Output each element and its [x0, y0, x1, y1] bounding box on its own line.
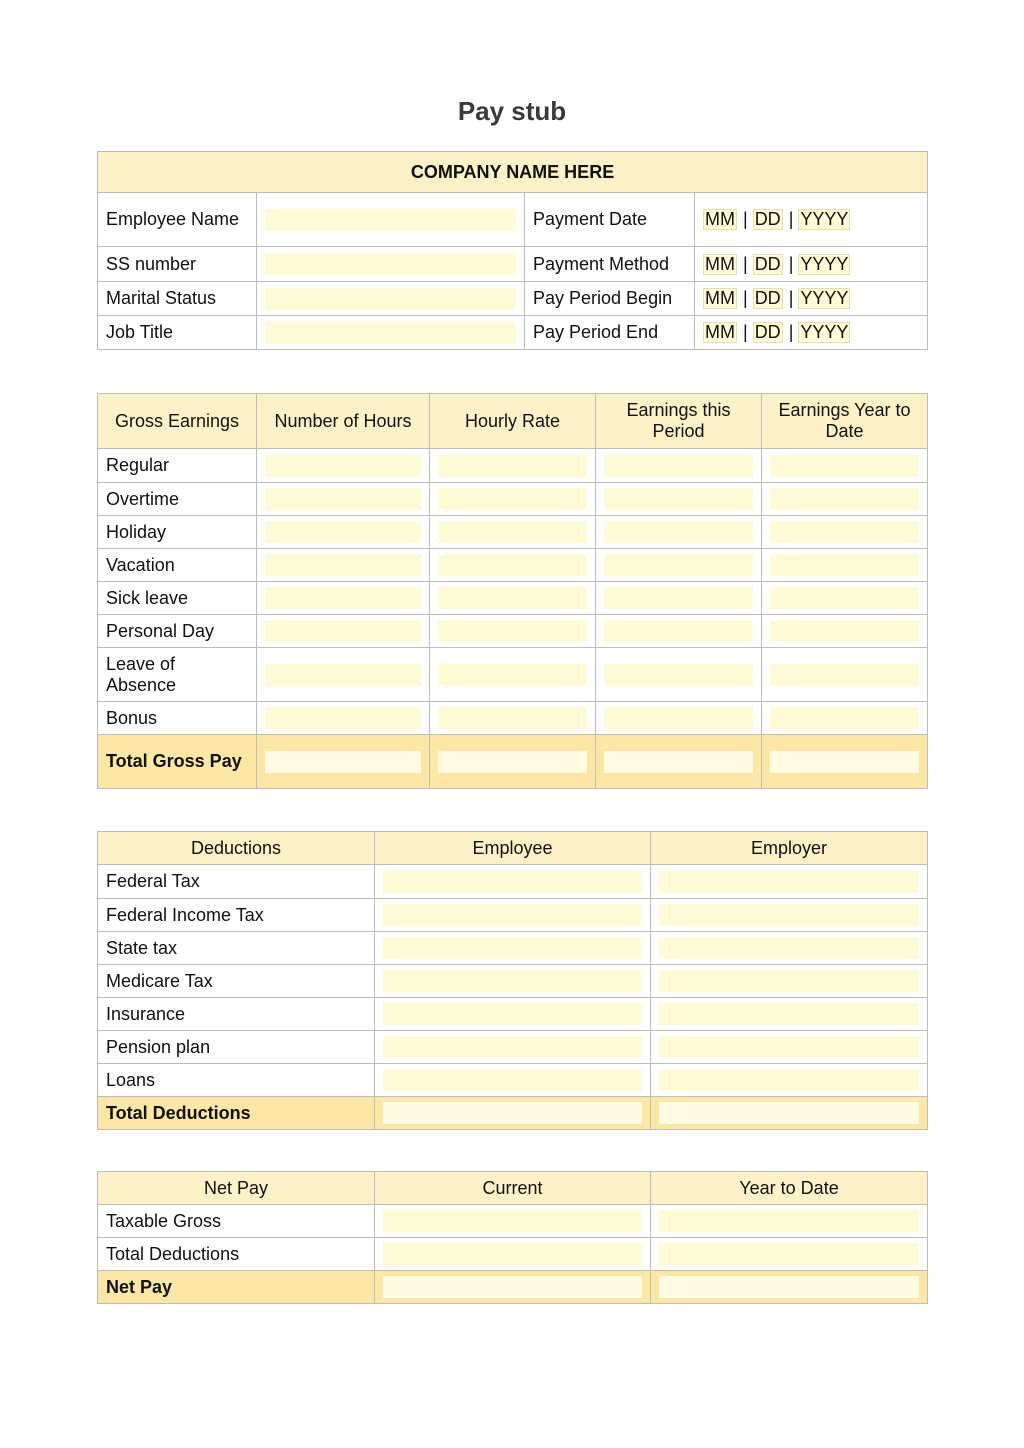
- hours-input[interactable]: [265, 707, 421, 729]
- rate-input[interactable]: [438, 620, 587, 642]
- total-deductions-label: Total Deductions: [98, 1097, 375, 1130]
- marital-status-label: Marital Status: [98, 282, 257, 316]
- total-row: [98, 1271, 928, 1304]
- page-title: Pay stub: [457, 96, 567, 126]
- current-amount-input[interactable]: [383, 1210, 642, 1232]
- pay-period-begin-label: Pay Period Begin: [525, 282, 695, 316]
- employer-amount-input[interactable]: [659, 970, 919, 992]
- ytd-earnings-input[interactable]: [770, 620, 919, 642]
- employer-amount-input[interactable]: [659, 937, 919, 959]
- table-row: [98, 516, 928, 549]
- deductions-table: [97, 831, 928, 1130]
- rate-input[interactable]: [438, 707, 587, 729]
- period-earnings-input[interactable]: [604, 620, 753, 642]
- hours-input[interactable]: [265, 620, 421, 642]
- net-pay-current-input[interactable]: [383, 1276, 642, 1298]
- pay-period-end-label: Pay Period End: [525, 316, 695, 350]
- table-row: [98, 965, 928, 998]
- row-label: Federal Tax: [98, 865, 375, 899]
- table-row: [98, 932, 928, 965]
- pay-period-end-field[interactable]: MM | DD | YYYY: [705, 322, 849, 342]
- row-label: Insurance: [98, 998, 375, 1031]
- row-label: Medicare Tax: [98, 965, 375, 998]
- earnings-header: Number of Hours: [257, 394, 430, 449]
- ss-number-label: SS number: [98, 247, 257, 282]
- table-row: [98, 648, 928, 702]
- ytd-earnings-input[interactable]: [770, 587, 919, 609]
- payment-method-label: Payment Method: [525, 247, 695, 282]
- row-label: Regular: [98, 449, 257, 483]
- employee-name-label: Employee Name: [98, 193, 257, 247]
- net-pay-header: Current: [375, 1172, 651, 1205]
- employee-info-table: [97, 151, 928, 350]
- ss-number-input[interactable]: [265, 253, 516, 275]
- table-row: [98, 1064, 928, 1097]
- table-row: [98, 899, 928, 932]
- row-label: Taxable Gross: [98, 1205, 375, 1238]
- rate-input[interactable]: [438, 488, 587, 510]
- row-label: Sick leave: [98, 582, 257, 615]
- table-row: [98, 1205, 928, 1238]
- employee-amount-input[interactable]: [383, 970, 642, 992]
- employer-amount-input[interactable]: [659, 1069, 919, 1091]
- total-employee-input[interactable]: [383, 1102, 642, 1124]
- row-label: Federal Income Tax: [98, 899, 375, 932]
- total-row: [98, 735, 928, 789]
- total-hours-input[interactable]: [265, 751, 421, 773]
- payment-date-field[interactable]: MM | DD | YYYY: [705, 209, 849, 229]
- total-gross-pay-label: Total Gross Pay: [98, 735, 257, 789]
- total-employer-input[interactable]: [659, 1102, 919, 1124]
- row-label: Leave of Absence: [98, 648, 257, 702]
- pay-period-begin-field[interactable]: MM | DD | YYYY: [705, 288, 849, 308]
- table-row: [98, 582, 928, 615]
- net-pay-header: Year to Date: [651, 1172, 928, 1205]
- rate-input[interactable]: [438, 587, 587, 609]
- total-period-earnings-input[interactable]: [604, 751, 753, 773]
- earnings-header: Hourly Rate: [430, 394, 596, 449]
- rate-input[interactable]: [438, 664, 587, 686]
- row-label: Bonus: [98, 702, 257, 735]
- ytd-earnings-input[interactable]: [770, 554, 919, 576]
- period-earnings-input[interactable]: [604, 587, 753, 609]
- hours-input[interactable]: [265, 521, 421, 543]
- table-row: [98, 449, 928, 483]
- hours-input[interactable]: [265, 664, 421, 686]
- period-earnings-input[interactable]: [604, 455, 753, 477]
- payment-method-field[interactable]: MM | DD | YYYY: [705, 253, 849, 274]
- table-row: [98, 483, 928, 516]
- employee-amount-input[interactable]: [383, 1036, 642, 1058]
- ytd-earnings-input[interactable]: [770, 664, 919, 686]
- current-amount-input[interactable]: [383, 1243, 642, 1265]
- job-title-label: Job Title: [98, 316, 257, 350]
- net-pay-table: [97, 1171, 928, 1304]
- earnings-header: Earnings this Period: [596, 394, 762, 449]
- employer-amount-input[interactable]: [659, 871, 919, 893]
- hours-input[interactable]: [265, 488, 421, 510]
- row-label: Personal Day: [98, 615, 257, 648]
- rate-input[interactable]: [438, 554, 587, 576]
- net-pay-label: Net Pay: [98, 1271, 375, 1304]
- ytd-earnings-input[interactable]: [770, 707, 919, 729]
- hours-input[interactable]: [265, 587, 421, 609]
- ytd-earnings-input[interactable]: [770, 488, 919, 510]
- table-row: [98, 1238, 928, 1271]
- period-earnings-input[interactable]: [604, 664, 753, 686]
- company-name: COMPANY NAME HERE: [98, 152, 928, 193]
- table-row: [98, 998, 928, 1031]
- row-label: Vacation: [98, 549, 257, 582]
- payment-date-label: Payment Date: [525, 193, 695, 247]
- ytd-earnings-input[interactable]: [770, 521, 919, 543]
- deductions-header: Employee: [375, 832, 651, 865]
- employer-amount-input[interactable]: [659, 1036, 919, 1058]
- employee-name-input[interactable]: [265, 209, 516, 231]
- employee-amount-input[interactable]: [383, 937, 642, 959]
- table-row: [98, 549, 928, 582]
- marital-status-input[interactable]: [265, 288, 516, 310]
- row-label: Overtime: [98, 483, 257, 516]
- earnings-header: Gross Earnings: [98, 394, 257, 449]
- table-row: [98, 865, 928, 899]
- hours-input[interactable]: [265, 554, 421, 576]
- period-earnings-input[interactable]: [604, 488, 753, 510]
- employee-amount-input[interactable]: [383, 1003, 642, 1025]
- row-label: Pension plan: [98, 1031, 375, 1064]
- hours-input[interactable]: [265, 455, 421, 477]
- period-earnings-input[interactable]: [604, 521, 753, 543]
- employer-amount-input[interactable]: [659, 904, 919, 926]
- earnings-header: Earnings Year to Date: [762, 394, 928, 449]
- ytd-amount-input[interactable]: [659, 1243, 919, 1265]
- period-earnings-input[interactable]: [604, 707, 753, 729]
- total-row: [98, 1097, 928, 1130]
- table-row: [98, 1031, 928, 1064]
- net-pay-ytd-input[interactable]: [659, 1276, 919, 1298]
- employer-amount-input[interactable]: [659, 1003, 919, 1025]
- row-label: Loans: [98, 1064, 375, 1097]
- row-label: Total Deductions: [98, 1238, 375, 1271]
- net-pay-header: Net Pay: [98, 1172, 375, 1205]
- employee-amount-input[interactable]: [383, 904, 642, 926]
- job-title-input[interactable]: [265, 322, 516, 344]
- deductions-header: Deductions: [98, 832, 375, 865]
- ytd-earnings-input[interactable]: [770, 455, 919, 477]
- period-earnings-input[interactable]: [604, 554, 753, 576]
- employee-amount-input[interactable]: [383, 871, 642, 893]
- total-ytd-earnings-input[interactable]: [770, 751, 919, 773]
- table-row: [98, 702, 928, 735]
- earnings-table: [97, 393, 928, 789]
- total-rate-input[interactable]: [438, 751, 587, 773]
- ytd-amount-input[interactable]: [659, 1210, 919, 1232]
- rate-input[interactable]: [438, 521, 587, 543]
- row-label: State tax: [98, 932, 375, 965]
- rate-input[interactable]: [438, 455, 587, 477]
- table-row: [98, 615, 928, 648]
- deductions-header: Employer: [651, 832, 928, 865]
- row-label: Holiday: [98, 516, 257, 549]
- employee-amount-input[interactable]: [383, 1069, 642, 1091]
